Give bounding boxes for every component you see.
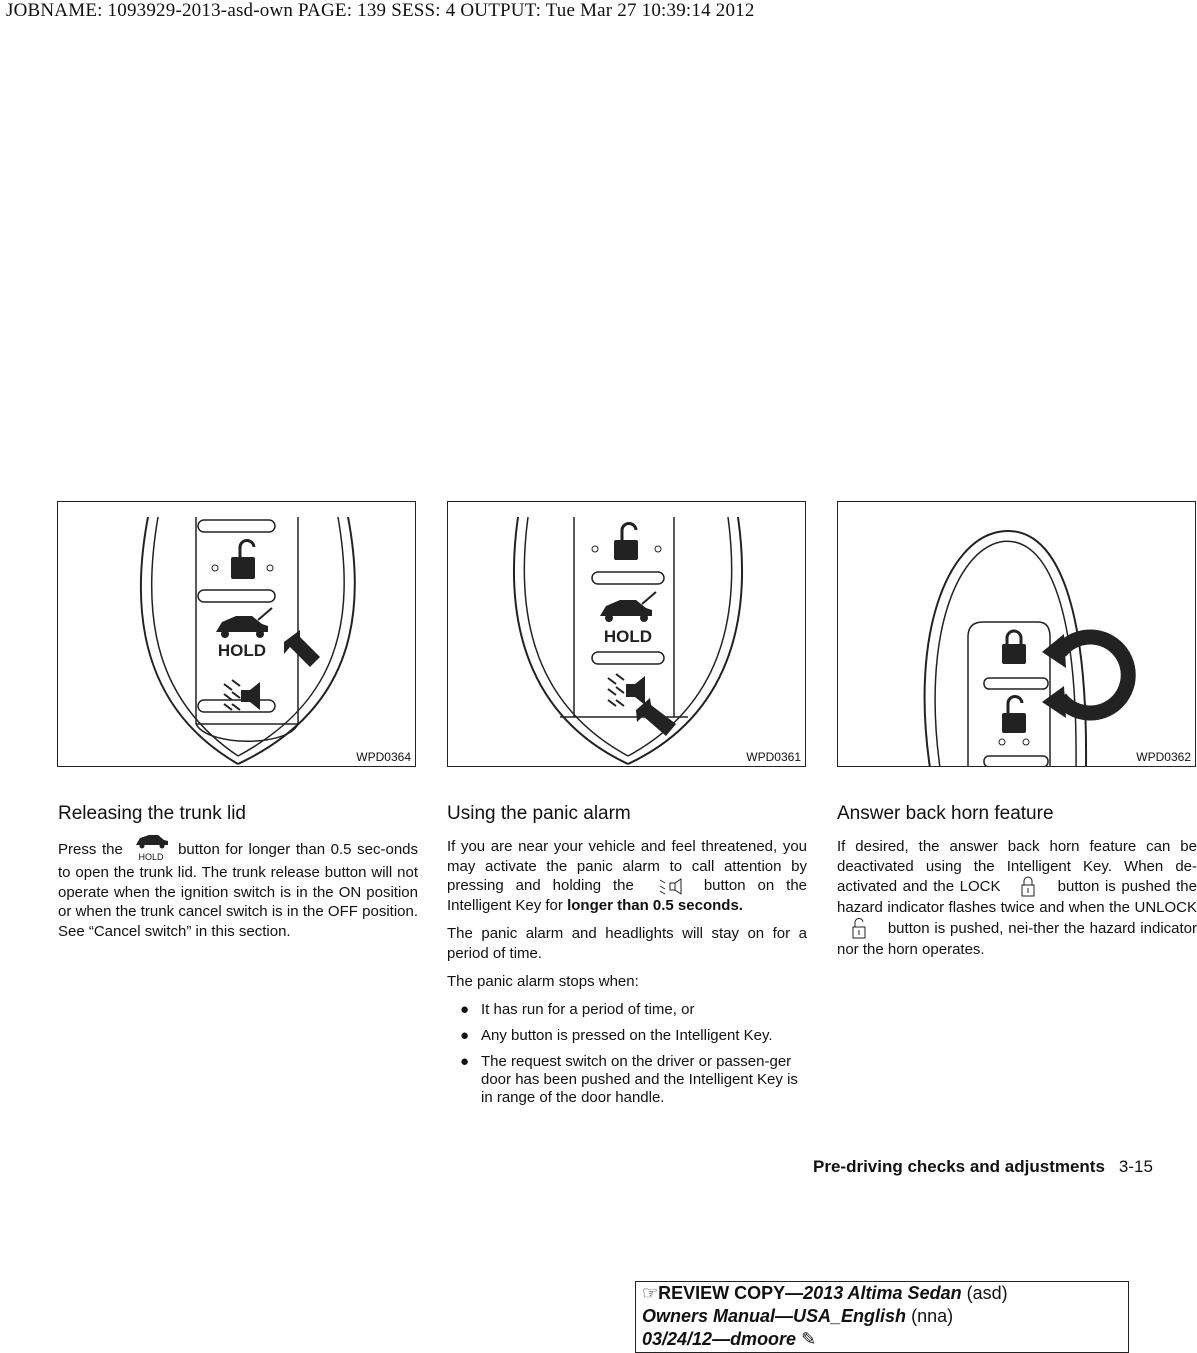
figure-code: WPD0362 [1136, 750, 1191, 764]
section-panic [447, 803, 807, 1115]
paragraph: If you are near your vehicle and feel threatened, you may activate the panic alarm to call attention by pressing and holding the button on the Intelligent Key for longer than 0.5 seconds. [447, 838, 808, 914]
hold-label: HOLD [603, 627, 653, 646]
figure-answer-back [837, 501, 1196, 767]
panic-horn-icon [608, 674, 645, 706]
section-answer-back [837, 803, 1197, 968]
list-item: ● Any button is pressed on the Intelligent Key. [460, 1026, 773, 1044]
car-trunk-icon [600, 592, 656, 622]
unlock-icon [614, 523, 638, 560]
unlock-icon [837, 918, 883, 940]
lock-icon [1002, 631, 1026, 664]
section-title: Releasing the trunk lid [58, 803, 246, 824]
arrow-icon [284, 630, 320, 667]
paragraph: Press the HOLD button for longer than 0.5 sec-onds to open the trunk lid. The trunk release button will not operate when the ignition switch is in the ON position or when the trunk cancel switch is in the OFF position. See “Cancel switch” in this section. [58, 837, 418, 941]
section-title: Answer back horn feature [837, 803, 1054, 824]
panic-horn-icon [646, 877, 692, 895]
car-trunk-icon [216, 608, 272, 638]
section-trunk [58, 803, 418, 950]
section-name: Pre-driving checks and adjustments [813, 1157, 1105, 1176]
review-copy-stamp: ☞REVIEW COPY—2013 Altima Sedan (asd) Owners Manual—USA_English (nna) 03/24/12—dmoore ✎ [635, 1281, 1129, 1353]
lock-icon [1006, 876, 1052, 898]
bullet-list [447, 1001, 807, 1107]
unlock-icon [231, 540, 255, 579]
unlock-icon [1002, 696, 1026, 733]
trunk-hold-icon [128, 831, 172, 862]
paragraph: The panic alarm and headlights will stay on for a period of time. [447, 925, 807, 962]
figure-trunk-release [57, 501, 416, 767]
list-item: ● The request switch on the driver or passen-ger door has been pushed and the Intelligent Key is in range of the door handle. [460, 1052, 798, 1106]
job-header: JOBNAME: 1093929-2013-asd-own PAGE: 139 SESS: 4 OUTPUT: Tue Mar 27 10:39:14 2012 [6, 0, 755, 21]
paragraph: If desired, the answer back horn feature can be deactivated using the Intelligent Key. When de-activated and the LOCK button is pushed the hazard indicator flashes twice and when the UNLOCK button is pushed, nei-ther the hazard indicator nor the horn operates. [837, 838, 1197, 958]
list-item: ● It has run for a period of time, or [460, 1000, 695, 1018]
section-title: Using the panic alarm [447, 803, 631, 824]
page-footer [813, 1157, 1153, 1177]
figure-code: WPD0361 [746, 750, 801, 764]
paragraph: The panic alarm stops when: [447, 973, 639, 990]
hold-label: HOLD [217, 641, 267, 660]
page-number: 3-15 [1118, 1157, 1153, 1176]
figure-panic-alarm [447, 501, 806, 767]
hold-label: HOLD [138, 852, 164, 862]
figure-code: WPD0364 [356, 750, 411, 764]
rotate-arrow-icon [1042, 634, 1128, 718]
